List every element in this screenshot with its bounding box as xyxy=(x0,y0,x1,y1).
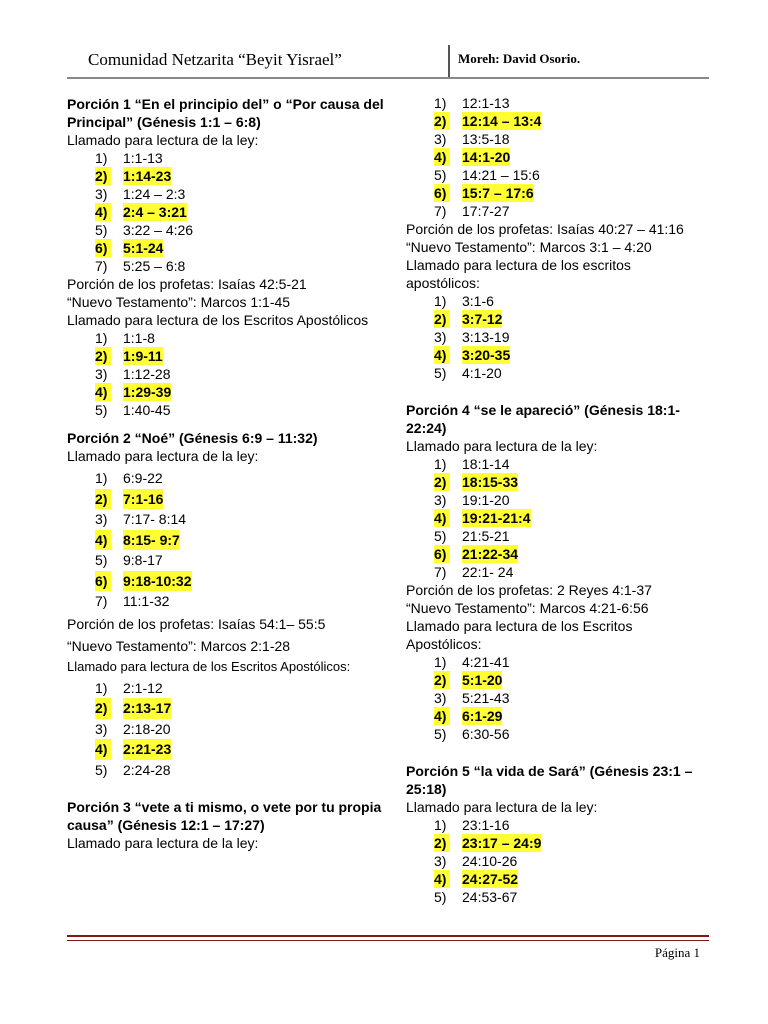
prophets-reading: Porción de los profetas: Isaías 40:27 – 41:16 xyxy=(406,221,684,237)
apostolic-call-label: Llamado para lectura de los Escritos Apostólicos: xyxy=(67,658,351,674)
reading-reference: 2:18-20 xyxy=(123,720,171,737)
reading-item xyxy=(406,852,706,870)
highlighted-reference: 3:7-12 xyxy=(462,311,503,327)
reading-item xyxy=(406,816,706,834)
reading-reference: 19:1-20 xyxy=(462,492,510,508)
reading-reference: 18:1-14 xyxy=(462,456,510,472)
reading-number: 2) xyxy=(95,489,111,510)
highlighted-reference: 2:13-17 xyxy=(123,698,171,719)
reading-reference: 5:21-43 xyxy=(462,690,510,706)
highlighted-reference: 21:22-34 xyxy=(462,546,519,562)
reading-number: 2) xyxy=(434,310,450,328)
reading-number: 1) xyxy=(95,470,108,486)
reading-item xyxy=(406,671,706,689)
reading-item xyxy=(406,94,706,112)
reading-reference: 4:21-41 xyxy=(462,654,510,670)
reading-reference: 3:1-6 xyxy=(462,293,494,309)
reading-number: 2) xyxy=(434,671,450,689)
highlighted-reference: 9:18-10:32 xyxy=(123,571,192,592)
reading-reference: 24:53-67 xyxy=(462,889,518,905)
reading-number: 4) xyxy=(95,383,111,401)
reading-number: 2) xyxy=(434,473,450,491)
reading-number: 2) xyxy=(95,347,111,365)
reading-item xyxy=(67,347,397,365)
reading-item xyxy=(67,550,397,571)
reading-item xyxy=(406,202,706,220)
reading-number: 3) xyxy=(95,511,108,527)
highlighted-reference: 15:7 – 17:6 xyxy=(462,185,534,201)
reading-item xyxy=(406,292,706,310)
reading-item xyxy=(67,698,397,719)
reading-item xyxy=(406,310,706,328)
portion-1 xyxy=(67,95,397,419)
prophets-reading: Porción de los profetas: Isaías 54:1– 55:5 xyxy=(67,615,326,632)
reading-item xyxy=(406,509,706,527)
reading-item xyxy=(67,509,397,530)
apostolic-list xyxy=(406,653,706,743)
reading-item xyxy=(406,707,706,725)
reading-item xyxy=(67,239,397,257)
law-list xyxy=(67,468,397,612)
reading-item xyxy=(406,455,706,473)
reading-item xyxy=(406,364,706,382)
reading-item xyxy=(67,468,397,489)
highlighted-reference: 19:21-21:4 xyxy=(462,510,531,526)
reading-number: 5) xyxy=(95,761,108,778)
apostolic-call-label: Llamado para lectura de los escritos apostólicos: xyxy=(406,257,631,291)
reading-number: 3) xyxy=(95,720,108,737)
reading-number: 1) xyxy=(434,817,447,833)
reading-reference: 3:13-19 xyxy=(462,329,510,345)
spacer xyxy=(406,743,706,762)
highlighted-reference: 2:21-23 xyxy=(123,739,171,760)
highlighted-reference: 1:29-39 xyxy=(123,384,172,400)
reading-number: 5) xyxy=(434,726,447,742)
reading-number: 1) xyxy=(95,330,108,346)
highlighted-reference: 6:1-29 xyxy=(462,708,503,724)
reading-reference: 6:9-22 xyxy=(123,470,163,486)
highlighted-reference: 3:20-35 xyxy=(462,347,511,363)
reading-reference: 24:10-26 xyxy=(462,853,518,869)
highlighted-reference: 2:4 – 3:21 xyxy=(123,204,187,220)
reading-number: 5) xyxy=(434,528,447,544)
reading-item xyxy=(67,760,397,781)
spacer xyxy=(406,382,706,401)
reading-number: 4) xyxy=(434,346,450,364)
reading-item xyxy=(406,346,706,364)
reading-item xyxy=(406,328,706,346)
reading-number: 6) xyxy=(434,545,450,563)
reading-item xyxy=(67,203,397,221)
law-call-label: Llamado para lectura de la ley: xyxy=(67,132,259,148)
reading-number: 5) xyxy=(95,222,108,238)
reading-number: 4) xyxy=(95,739,111,760)
reading-reference: 5:25 – 6:8 xyxy=(123,258,186,274)
right-column xyxy=(406,94,706,906)
highlighted-reference: 24:27-52 xyxy=(462,871,519,887)
portion-title: Porción 5 “la vida de Sará” (Génesis 23:1 – 25:18) xyxy=(406,763,693,797)
reading-number: 2) xyxy=(95,698,111,719)
reading-item xyxy=(67,489,397,510)
reading-number: 4) xyxy=(434,148,450,166)
portion-title: Porción 1 “En el principio del” o “Por causa del Principal” (Génesis 1:1 – 6:8) xyxy=(67,96,384,130)
law-call-label: Llamado para lectura de la ley: xyxy=(67,448,259,464)
header-rule xyxy=(67,77,709,79)
footer-rule xyxy=(67,935,709,937)
reading-number: 7) xyxy=(95,258,108,274)
highlighted-reference: 5:1-20 xyxy=(462,672,503,688)
reading-item xyxy=(67,383,397,401)
reading-reference: 13:5-18 xyxy=(462,131,510,147)
reading-item xyxy=(406,725,706,743)
reading-item xyxy=(67,329,397,347)
reading-reference: 22:1- 24 xyxy=(462,564,514,580)
page-number: Página 1 xyxy=(654,945,700,960)
new-testament-reading: “Nuevo Testamento”: Marcos 3:1 – 4:20 xyxy=(406,239,652,255)
header-vertical-divider xyxy=(448,45,450,78)
reading-reference: 14:21 – 15:6 xyxy=(462,167,540,183)
reading-reference: 23:1-16 xyxy=(462,817,510,833)
law-list-continued xyxy=(406,94,706,220)
portion-3 xyxy=(67,798,397,852)
reading-number: 3) xyxy=(434,492,447,508)
portion-2 xyxy=(67,429,397,780)
highlighted-reference: 18:15-33 xyxy=(462,474,519,490)
portion-title: Porción 3 “vete a ti mismo, o vete por tu propia causa” (Génesis 12:1 – 17:27) xyxy=(67,799,382,833)
reading-item xyxy=(67,185,397,203)
header-moreh: Moreh: David Osorio. xyxy=(458,51,581,66)
apostolic-call-label: Llamado para lectura de los Escritos Apostólicos xyxy=(67,312,369,328)
reading-number: 4) xyxy=(95,530,111,551)
reading-number: 5) xyxy=(434,365,447,381)
reading-number: 4) xyxy=(434,870,450,888)
reading-item xyxy=(406,130,706,148)
reading-item xyxy=(406,491,706,509)
reading-number: 6) xyxy=(434,184,450,202)
reading-reference: 3:22 – 4:26 xyxy=(123,222,194,238)
reading-number: 4) xyxy=(434,707,450,725)
reading-item xyxy=(406,473,706,491)
reading-number: 7) xyxy=(434,564,447,580)
highlighted-reference: 23:17 – 24:9 xyxy=(462,835,542,851)
prophets-reading: Porción de los profetas: 2 Reyes 4:1-37 xyxy=(406,582,652,598)
reading-number: 3) xyxy=(434,690,447,706)
apostolic-list xyxy=(67,678,397,781)
apostolic-list xyxy=(67,329,397,419)
reading-item xyxy=(406,888,706,906)
header-community-title: Comunidad Netzarita “Beyit Yisrael” xyxy=(88,50,342,69)
highlighted-reference: 5:1-24 xyxy=(123,240,164,256)
reading-number: 3) xyxy=(95,186,108,202)
reading-item xyxy=(406,653,706,671)
reading-number: 3) xyxy=(95,366,108,382)
reading-reference: 6:30-56 xyxy=(462,726,510,742)
law-call-label: Llamado para lectura de la ley: xyxy=(406,799,598,815)
portion-5 xyxy=(406,762,706,906)
reading-number: 6) xyxy=(95,239,111,257)
footer-rule-thin xyxy=(67,940,709,941)
highlighted-reference: 8:15- 9:7 xyxy=(123,530,180,551)
reading-reference: 1:12-28 xyxy=(123,366,171,382)
portion-title: Porción 2 “Noé” (Génesis 6:9 – 11:32) xyxy=(67,430,318,446)
reading-number: 2) xyxy=(434,112,450,130)
highlighted-reference: 7:1-16 xyxy=(123,489,163,510)
reading-item xyxy=(67,591,397,612)
law-list xyxy=(406,455,706,581)
reading-number: 5) xyxy=(434,167,447,183)
reading-number: 7) xyxy=(95,593,108,609)
reading-number: 1) xyxy=(434,293,447,309)
reading-number: 4) xyxy=(95,203,111,221)
reading-reference: 1:1-8 xyxy=(123,330,155,346)
new-testament-reading: “Nuevo Testamento”: Marcos 1:1-45 xyxy=(67,294,291,310)
reading-item xyxy=(406,563,706,581)
reading-number: 1) xyxy=(95,679,108,696)
reading-number: 5) xyxy=(434,889,447,905)
reading-item xyxy=(67,739,397,760)
reading-item xyxy=(67,257,397,275)
spacer xyxy=(67,419,397,429)
new-testament-reading: “Nuevo Testamento”: Marcos 2:1-28 xyxy=(67,637,291,654)
reading-reference: 11:1-32 xyxy=(123,593,170,609)
reading-number: 1) xyxy=(434,95,447,111)
reading-item xyxy=(406,166,706,184)
reading-reference: 4:1-20 xyxy=(462,365,502,381)
reading-reference: 12:1-13 xyxy=(462,95,510,111)
reading-item xyxy=(406,112,706,130)
reading-number: 3) xyxy=(434,131,447,147)
reading-number: 4) xyxy=(434,509,450,527)
reading-reference: 1:40-45 xyxy=(123,402,171,418)
highlighted-reference: 1:14-23 xyxy=(123,168,172,184)
reading-number: 2) xyxy=(95,167,111,185)
reading-number: 3) xyxy=(434,329,447,345)
prophets-reading: Porción de los profetas: Isaías 42:5-21 xyxy=(67,276,307,292)
reading-item xyxy=(406,834,706,852)
reading-reference: 7:17- 8:14 xyxy=(123,511,187,527)
law-call-label: Llamado para lectura de la ley: xyxy=(67,835,259,851)
reading-item xyxy=(67,167,397,185)
left-column xyxy=(67,95,397,852)
reading-number: 5) xyxy=(95,402,108,418)
portion-title: Porción 4 “se le apareció” (Génesis 18:1-22:24) xyxy=(406,402,680,436)
law-call-label: Llamado para lectura de la ley: xyxy=(406,438,598,454)
reading-reference: 1:24 – 2:3 xyxy=(123,186,186,202)
reading-item xyxy=(406,527,706,545)
reading-item xyxy=(67,678,397,699)
reading-item xyxy=(406,545,706,563)
reading-item xyxy=(406,689,706,707)
reading-item xyxy=(406,870,706,888)
highlighted-reference: 14:1-20 xyxy=(462,149,511,165)
reading-reference: 17:7-27 xyxy=(462,203,510,219)
reading-item xyxy=(67,571,397,592)
reading-reference: 9:8-17 xyxy=(123,552,163,568)
reading-reference: 21:5-21 xyxy=(462,528,510,544)
apostolic-list xyxy=(406,292,706,382)
reading-number: 5) xyxy=(95,552,108,568)
reading-item xyxy=(67,221,397,239)
new-testament-reading: “Nuevo Testamento”: Marcos 4:21-6:56 xyxy=(406,600,649,616)
reading-number: 1) xyxy=(434,654,447,670)
law-list xyxy=(406,816,706,906)
reading-number: 7) xyxy=(434,203,447,219)
reading-number: 1) xyxy=(434,456,447,472)
reading-item xyxy=(67,365,397,383)
highlighted-reference: 12:14 – 13:4 xyxy=(462,113,542,129)
portion-4 xyxy=(406,401,706,743)
spacer xyxy=(67,780,397,798)
reading-item xyxy=(406,148,706,166)
reading-reference: 2:1-12 xyxy=(123,679,163,696)
reading-number: 1) xyxy=(95,150,108,166)
reading-number: 6) xyxy=(95,571,111,592)
reading-item xyxy=(67,719,397,740)
apostolic-call-label: Llamado para lectura de los Escritos Apostólicos: xyxy=(406,618,633,652)
reading-number: 2) xyxy=(434,834,450,852)
reading-reference: 2:24-28 xyxy=(123,761,171,778)
reading-number: 3) xyxy=(434,853,447,869)
reading-item xyxy=(67,149,397,167)
law-list xyxy=(67,149,397,275)
reading-item xyxy=(67,401,397,419)
highlighted-reference: 1:9-11 xyxy=(123,348,163,364)
reading-reference: 1:1-13 xyxy=(123,150,163,166)
reading-item xyxy=(406,184,706,202)
reading-item xyxy=(67,530,397,551)
